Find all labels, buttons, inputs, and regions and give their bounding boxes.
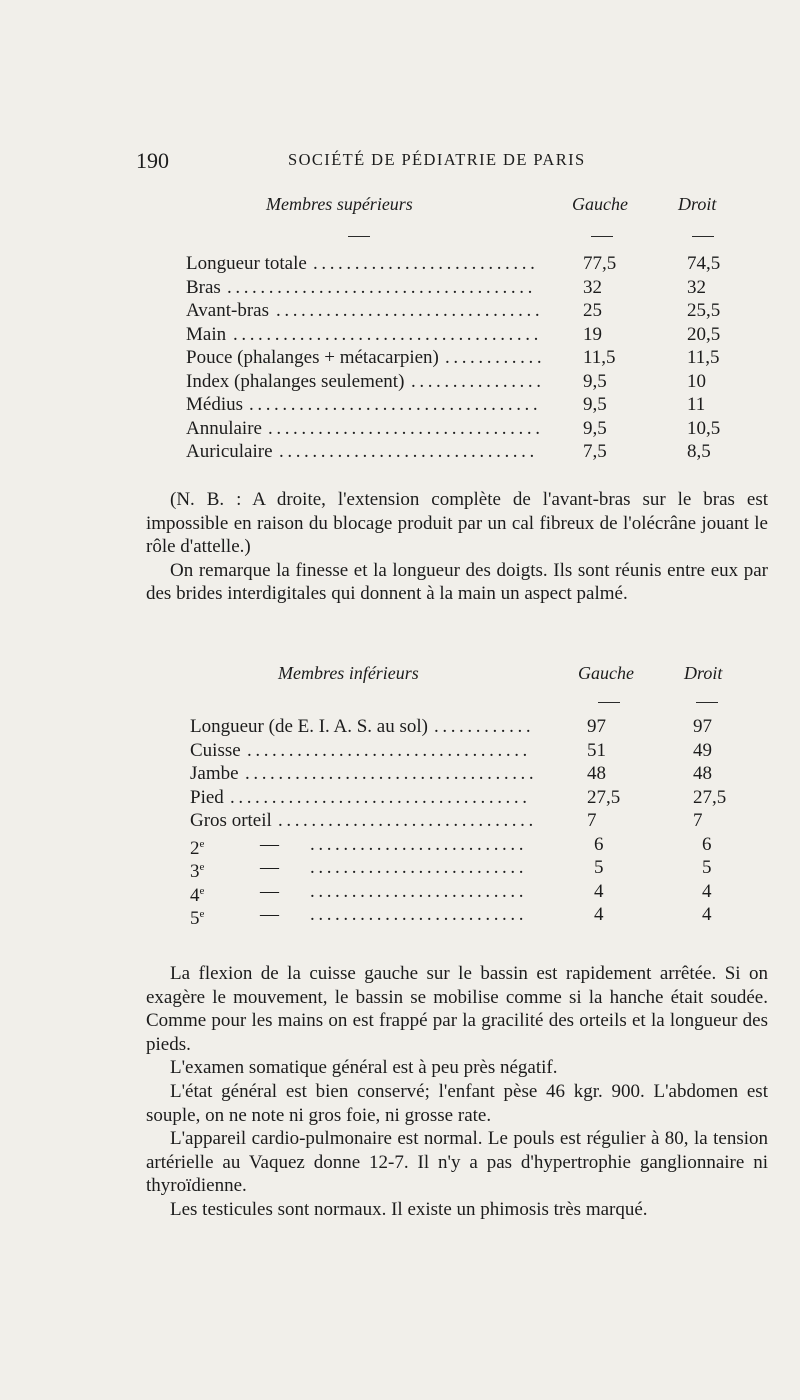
leader-dots: ...........................	[313, 253, 539, 274]
leader-dots: ...................................	[245, 763, 538, 784]
value-left: 6	[594, 833, 604, 855]
row-label: Auriculaire	[186, 441, 273, 462]
row-label: Pied	[190, 786, 224, 808]
value-left: 25	[583, 300, 602, 321]
value-right: 7	[693, 810, 703, 831]
row-label: 2e	[190, 837, 205, 859]
leader-dots: .....................................	[227, 276, 536, 298]
leader-dots: ............	[434, 716, 535, 737]
column-rule	[692, 236, 714, 237]
value-right: 8,5	[687, 441, 711, 462]
value-right: 48	[693, 763, 712, 784]
leader-dots: ................	[411, 370, 545, 392]
value-left: 77,5	[583, 253, 617, 274]
table-row	[190, 762, 750, 786]
value-right: 5	[702, 857, 712, 878]
value-right: 27,5	[693, 786, 727, 808]
table-row	[190, 833, 750, 857]
value-left: 48	[587, 763, 606, 784]
row-label: Main	[186, 323, 227, 345]
paragraph: (N. B. : A droite, l'extension complète de l'avant-bras sur le bras est impossible en raison du blocage produit par un cal fibreux de l'olécrâne jouant le rôle d'attelle.)	[146, 489, 768, 558]
row-label: 4e	[190, 884, 205, 906]
value-left: 9,5	[583, 370, 607, 392]
table-row	[186, 252, 746, 276]
ditto-mark: —	[260, 880, 279, 902]
table-row	[186, 440, 746, 464]
value-right: 11	[687, 394, 706, 415]
value-left: 51	[587, 739, 606, 761]
value-right: 10,5	[687, 417, 721, 439]
leader-dots: ...............................	[279, 441, 538, 462]
value-right: 11,5	[687, 347, 720, 368]
table-row	[190, 856, 750, 880]
value-right: 4	[702, 904, 712, 925]
note-paragraphs	[146, 488, 768, 606]
leader-dots: ..................................	[247, 739, 531, 761]
table-row	[190, 786, 750, 810]
table-row	[186, 417, 746, 441]
leader-dots: .....................................	[233, 323, 542, 345]
lower-table-header	[0, 663, 800, 689]
body-paragraphs	[146, 962, 768, 1222]
value-left: 7	[587, 810, 597, 831]
lower-col-right: Droit	[684, 663, 723, 683]
upper-table-title: Membres supérieurs	[266, 194, 413, 214]
paragraph: L'appareil cardio-pulmonaire est normal. Le pouls est régulier à 80, la tension artérielle au Vaquez donne 12-7. Il n'y a pas d'hypertrophie ganglionnaire ni thyroïdienne.	[146, 1128, 768, 1197]
column-rule	[598, 702, 620, 703]
ordinal-suffix: e	[199, 908, 205, 920]
ordinal-suffix: e	[199, 837, 205, 850]
leader-dots: ...................................	[249, 394, 542, 415]
row-label: Longueur (de E. I. A. S. au sol)	[190, 716, 428, 737]
lower-table	[190, 715, 750, 927]
upper-col-right: Droit	[678, 194, 717, 214]
value-left: 7,5	[583, 441, 607, 462]
upper-col-left: Gauche	[572, 194, 628, 214]
paragraph: L'examen somatique général est à peu près négatif.	[170, 1057, 558, 1079]
row-label: Longueur totale	[186, 253, 307, 274]
table-row	[186, 370, 746, 394]
value-right: 4	[702, 880, 712, 902]
row-label: 3e	[190, 861, 205, 882]
value-right: 32	[687, 276, 706, 298]
leader-dots: ..........................	[310, 857, 528, 878]
page-number: 190	[136, 148, 169, 173]
value-right: 97	[693, 716, 712, 737]
value-right: 74,5	[687, 253, 721, 274]
value-left: 27,5	[587, 786, 621, 808]
upper-table	[186, 252, 746, 464]
table-row	[186, 299, 746, 323]
row-label: Jambe	[190, 763, 239, 784]
row-label: Bras	[186, 276, 221, 298]
leader-dots: ..........................	[310, 880, 528, 902]
table-row	[186, 323, 746, 347]
value-right: 20,5	[687, 323, 721, 345]
table-row	[190, 739, 750, 763]
value-left: 9,5	[583, 394, 607, 415]
ditto-mark: —	[260, 833, 279, 855]
leader-dots: ...............................	[278, 810, 537, 831]
row-label: Cuisse	[190, 739, 241, 761]
column-rule	[696, 702, 718, 703]
table-row	[186, 393, 746, 417]
value-left: 9,5	[583, 417, 607, 439]
value-right: 10	[687, 370, 706, 392]
value-right: 25,5	[687, 300, 721, 321]
lower-table-title: Membres inférieurs	[278, 663, 419, 683]
row-label: Annulaire	[186, 417, 262, 439]
table-row	[190, 903, 750, 927]
ditto-mark: —	[260, 857, 279, 878]
value-left: 5	[594, 857, 604, 878]
paragraph: Les testicules sont normaux. Il existe un phimosis très marqué.	[170, 1198, 648, 1220]
row-label: 5e	[190, 908, 205, 929]
row-label: Pouce (phalanges + métacarpien)	[186, 347, 439, 368]
table-row	[190, 809, 750, 833]
leader-dots: ............	[445, 347, 546, 368]
paragraph: L'état général est bien conservé; l'enfant pèse 46 kgr. 900. L'abdomen est souple, on ne note ni gros foie, ni grosse rate.	[146, 1080, 768, 1126]
row-label: Médius	[186, 394, 243, 415]
value-left: 32	[583, 276, 602, 298]
value-right: 6	[702, 833, 712, 855]
leader-dots: ....................................	[230, 786, 531, 808]
leader-dots: ..........................	[310, 833, 528, 855]
column-rule	[591, 236, 613, 237]
ditto-mark: —	[260, 904, 279, 925]
paragraph: On remarque la finesse et la longueur des doigts. Ils sont réunis entre eux par des brides interdigitales qui donnent à la main un aspect palmé.	[146, 559, 768, 605]
table-row	[190, 715, 750, 739]
value-left: 11,5	[583, 347, 616, 368]
value-left: 97	[587, 716, 606, 737]
title-rule	[348, 236, 370, 237]
leader-dots: ..........................	[310, 904, 528, 925]
leader-dots: .................................	[268, 417, 544, 439]
value-left: 4	[594, 904, 604, 925]
table-row	[190, 880, 750, 904]
row-label: Index (phalanges seulement)	[186, 370, 405, 392]
leader-dots: ................................	[276, 300, 544, 321]
value-left: 19	[583, 323, 602, 345]
ordinal-suffix: e	[199, 884, 205, 897]
lower-col-left: Gauche	[578, 663, 634, 683]
journal-title: SOCIÉTÉ DE PÉDIATRIE DE PARIS	[288, 150, 586, 169]
row-label: Gros orteil	[190, 810, 272, 831]
table-row	[186, 346, 746, 370]
upper-table-header	[0, 194, 800, 220]
row-label: Avant-bras	[186, 300, 270, 321]
table-row	[186, 276, 746, 300]
paragraph: La flexion de la cuisse gauche sur le bassin est rapidement arrêtée. Si on exagère le mouvement, le bassin se mobilise comme si la hanche était soudée. Comme pour les mains on est frappé par la gracilité des orteils et la longueur des pieds.	[146, 963, 768, 1055]
ordinal-suffix: e	[199, 861, 205, 873]
running-head	[136, 148, 786, 178]
value-left: 4	[594, 880, 604, 902]
value-right: 49	[693, 739, 712, 761]
